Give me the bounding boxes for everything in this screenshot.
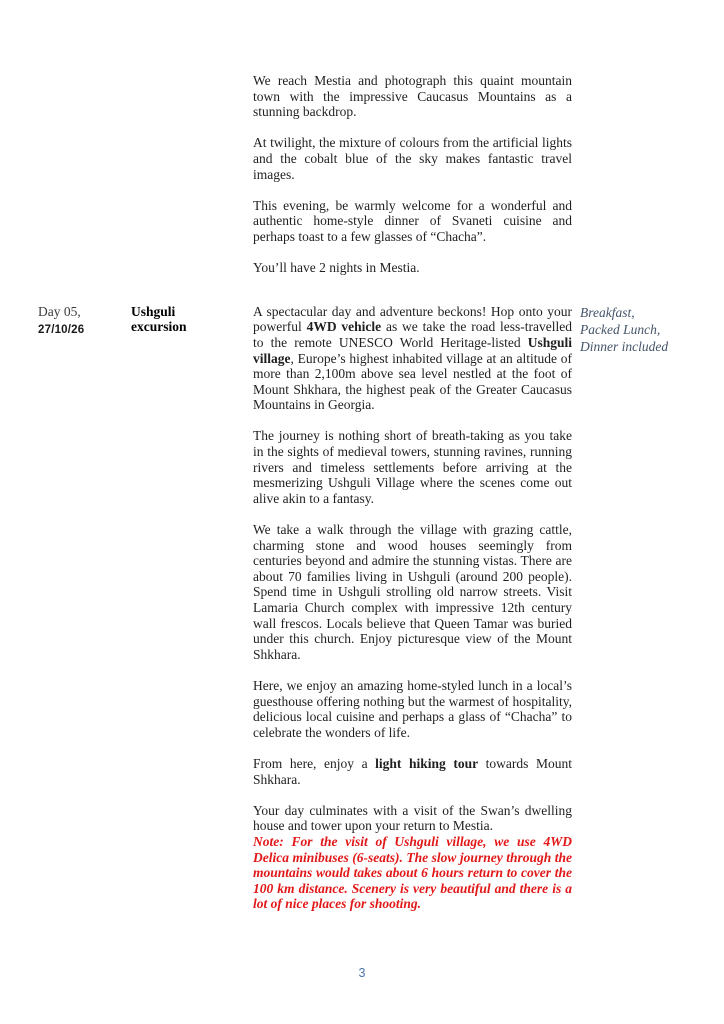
- page-number: 3: [358, 966, 366, 980]
- meal-line: Dinner included: [580, 338, 669, 354]
- paragraph: The journey is nothing short of breath-taking as you take in the sights of medieval towers, stunning ravines, running rivers and timeless settlements before arriving at the mesmerizing Ushguli Village where the scenes come out alive akin to a fantasy.: [253, 428, 572, 506]
- day-label: Day 05,: [38, 303, 81, 319]
- title-column: [131, 304, 253, 335]
- paragraph: We take a walk through the village with grazing cattle, charming stone and wood houses seemingly from centuries beyond and admire the stunning vistas. There are about 70 families living in Ushguli (around 200 people). Spend time in Ushguli strolling old narrow streets. Visit Lamaria Church complex with impressive 12th century wall frescos. Locals believe that Queen Tamar was buried under this church. Enjoy picturesque view of the Mount Shkhara.: [253, 522, 572, 662]
- day05-body: [253, 304, 580, 912]
- meals-column: [580, 304, 704, 355]
- meal-line: Breakfast,: [580, 304, 635, 320]
- paragraph: From here, enjoy a light hiking tour towards Mount Shkhara.: [253, 755, 572, 787]
- paragraph: Here, we enjoy an amazing home-styled lunch in a local’s guesthouse offering nothing but the warmest of hospitality, delicious local cuisine and perhaps a glass of “Chacha” to celebrate the wonders of life.: [253, 677, 572, 740]
- note-paragraph: Note: For the visit of Ushguli village, we use 4WD Delica minibuses (6-seats). The slow journey through the mountains would takes about 6 hours return to cover the 100 km distance. Scenery is very beautiful and there is a lot of nice places for shooting.: [253, 833, 572, 912]
- paragraph: At twilight, the mixture of colours from the artificial lights and the cobalt blue of the sky makes fantastic travel images.: [253, 135, 572, 182]
- paragraph: This evening, be warmly welcome for a wonderful and authentic home-style dinner of Svaneti cuisine and perhaps toast to a few glasses of “Chacha”.: [253, 197, 572, 244]
- continuation-section: [38, 73, 704, 276]
- paragraph: A spectacular day and adventure beckons! Hop onto your powerful 4WD vehicle as we take the road less-travelled to the remote UNESCO World Heritage-listed Ushguli village, Europe’s highest inhabited village at an altitude of more than 2,100m above sea level nestled at the foot of Mount Shkhara, the highest peak of the Greater Caucasus Mountains in Georgia.: [253, 303, 572, 413]
- paragraph: We reach Mestia and photograph this quaint mountain town with the impressive Caucasus Mountains as a stunning backdrop.: [253, 73, 572, 120]
- day-column: [38, 304, 131, 339]
- meal-line: Packed Lunch,: [580, 321, 661, 337]
- day-title: Ushguli excursion: [131, 303, 187, 335]
- day05-section: [38, 304, 704, 912]
- day05-paragraphs: [253, 304, 572, 834]
- paragraph: Your day culminates with a visit of the Swan’s dwelling house and tower upon your return to Mestia.: [253, 802, 572, 834]
- day-date: 27/10/26: [38, 324, 85, 337]
- continuation-body: [253, 73, 580, 276]
- paragraph: You’ll have 2 nights in Mestia.: [253, 260, 420, 276]
